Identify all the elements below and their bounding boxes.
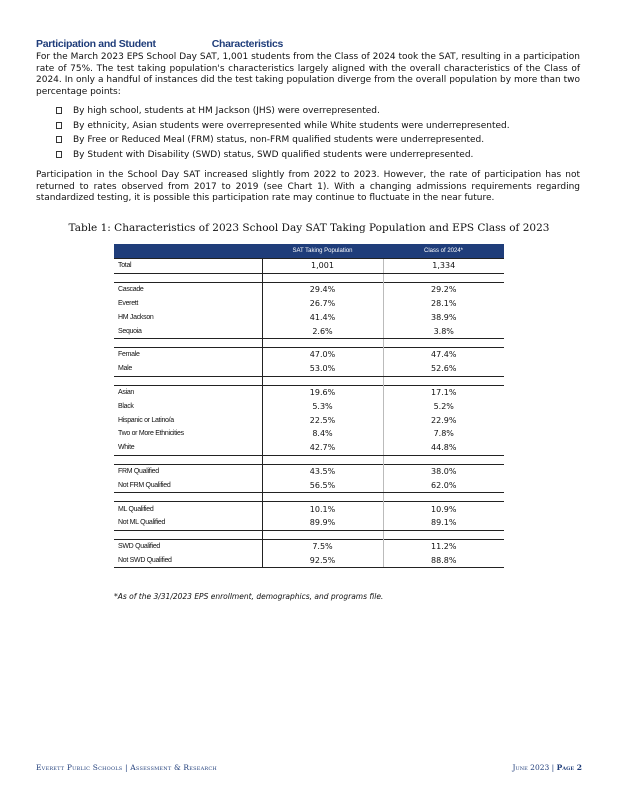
class-value: 29.2% (383, 282, 504, 296)
table-row (114, 385, 504, 399)
row-label: ML Qualified (114, 502, 262, 516)
findings-list (56, 104, 510, 162)
finding-text: By high school, students at HM Jackson (JHS) were overrepresented. (73, 106, 380, 116)
table-row (114, 441, 504, 455)
intro-paragraph: For the March 2023 EPS School Day SAT, 1,001 students from the Class of 2024 took the SAT, resulting in a participation rate of 75%. The test taking population's characteristics largely aligned with the overall characteristics of the Class of 2024. In only a handful of instances did the test taking population diverge from the overall population by more than two percentage points: (36, 52, 580, 97)
row-label: Not SWD Qualified (114, 554, 262, 568)
table-row (114, 516, 504, 530)
sat-value: 53.0% (262, 362, 383, 376)
finding-item (56, 104, 510, 119)
class-value: 89.1% (383, 516, 504, 530)
class-value: 47.4% (383, 347, 504, 361)
class-value: 28.1% (383, 297, 504, 311)
class-value: 17.1% (383, 385, 504, 399)
sat-value: 1,001 (262, 259, 383, 274)
row-label: White (114, 441, 262, 455)
table-row (114, 502, 504, 516)
row-label: Not ML Qualified (114, 516, 262, 530)
bullet-box-icon (56, 151, 62, 158)
table-row (114, 324, 504, 338)
bullet-box-icon (56, 136, 62, 143)
bullet-box-icon (56, 107, 62, 114)
sat-value: 41.4% (262, 310, 383, 324)
class-value: 22.9% (383, 413, 504, 427)
row-label: Hispanic or Latino/a (118, 416, 174, 424)
table-row-total (114, 259, 504, 274)
sat-value: 7.5% (262, 539, 383, 553)
participation-paragraph: Participation in the School Day SAT increased slightly from 2022 to 2023. However, the rate of participation has not returned to rates observed from 2017 to 2019 (see Chart 1). With a changing admissions requirements regarding standardized testing, it is possible this participation rate may continue to fluctuate in the near future. (36, 170, 580, 204)
header-blank (114, 244, 262, 259)
page-number: Page 2 (556, 763, 582, 772)
table-gap-row (114, 273, 504, 282)
sat-value: 92.5% (262, 554, 383, 568)
table-row (114, 427, 504, 441)
characteristics-table (114, 244, 504, 568)
class-value: 7.8% (383, 427, 504, 441)
class-value: 62.0% (383, 478, 504, 492)
table-row (114, 464, 504, 478)
table-caption: Table 1: Characteristics of 2023 School Day SAT Taking Population and EPS Class of 2023 (68, 222, 550, 234)
sat-value: 56.5% (262, 478, 383, 492)
header-sat-population: SAT Taking Population (262, 244, 383, 259)
table-row (114, 362, 504, 376)
table-body (114, 259, 504, 568)
row-label: FRM Qualified (114, 464, 262, 478)
sat-value: 29.4% (262, 282, 383, 296)
row-label: Sequoia (114, 324, 262, 338)
class-value: 44.8% (383, 441, 504, 455)
sat-value: 2.6% (262, 324, 383, 338)
sat-value: 43.5% (262, 464, 383, 478)
finding-text: By ethnicity, Asian students were overrepresented while White students were underrepresented. (73, 120, 510, 131)
footer-date-page (513, 763, 582, 772)
row-label: SWD Qualified (114, 539, 262, 553)
table-row (114, 413, 504, 427)
row-label: Black (118, 402, 134, 410)
class-value: 11.2% (383, 539, 504, 553)
row-label: Two or More Ethnicities (118, 430, 184, 438)
class-value: 38.9% (383, 310, 504, 324)
table-header-row (114, 244, 504, 259)
row-label: Male (114, 362, 262, 376)
row-label: Everett (118, 299, 139, 307)
finding-text: By Student with Disability (SWD) status, SWD qualified students were underrepresented. (73, 149, 474, 160)
table-gap-row (114, 530, 504, 539)
row-label: Female (114, 347, 262, 361)
table-gap-row (114, 338, 504, 347)
finding-item (56, 148, 510, 163)
heading-part-2: Characteristics (211, 38, 284, 50)
header-class-of-2024: Class of 2024* (383, 244, 504, 259)
class-value: 3.8% (383, 324, 504, 338)
table-row (114, 478, 504, 492)
table-gap-row (114, 493, 504, 502)
class-value: 52.6% (383, 362, 504, 376)
sat-value: 19.6% (262, 385, 383, 399)
table-row (114, 282, 504, 296)
table-gap-row (114, 455, 504, 464)
footer-organization: Everett Public Schools | Assessment & Research (36, 763, 217, 772)
finding-item (56, 133, 510, 148)
sat-value: 5.3% (262, 399, 383, 413)
class-value: 38.0% (383, 464, 504, 478)
table-row (114, 539, 504, 553)
finding-item (56, 119, 510, 134)
class-value: 10.9% (383, 502, 504, 516)
class-value: 1,334 (383, 259, 504, 274)
table-row (114, 554, 504, 568)
sat-value: 42.7% (262, 441, 383, 455)
row-label: HM Jackson (118, 313, 154, 321)
sat-value: 89.9% (262, 516, 383, 530)
table-gap-row (114, 376, 504, 385)
sat-value: 8.4% (262, 427, 383, 441)
class-value: 88.8% (383, 554, 504, 568)
table-row (114, 297, 504, 311)
table-row (114, 347, 504, 361)
row-label: Asian (114, 385, 262, 399)
table-row (114, 310, 504, 324)
table-footnote: *As of the 3/31/2023 EPS enrollment, demographics, and programs file. (114, 592, 384, 601)
row-label: Not FRM Qualified (114, 478, 262, 492)
class-value: 5.2% (383, 399, 504, 413)
section-heading (36, 38, 283, 50)
sat-value: 10.1% (262, 502, 383, 516)
row-label: Total (114, 259, 262, 274)
table-row (114, 399, 504, 413)
sat-value: 26.7% (262, 297, 383, 311)
heading-part-1: Participation and Student (36, 38, 156, 50)
sat-value: 22.5% (262, 413, 383, 427)
sat-value: 47.0% (262, 347, 383, 361)
finding-text: By Free or Reduced Meal (FRM) status, non-FRM qualified students were underrepresented. (73, 135, 485, 145)
bullet-box-icon (56, 122, 62, 129)
footer-date: June 2023 | (512, 763, 557, 772)
row-label: Cascade (114, 282, 262, 296)
